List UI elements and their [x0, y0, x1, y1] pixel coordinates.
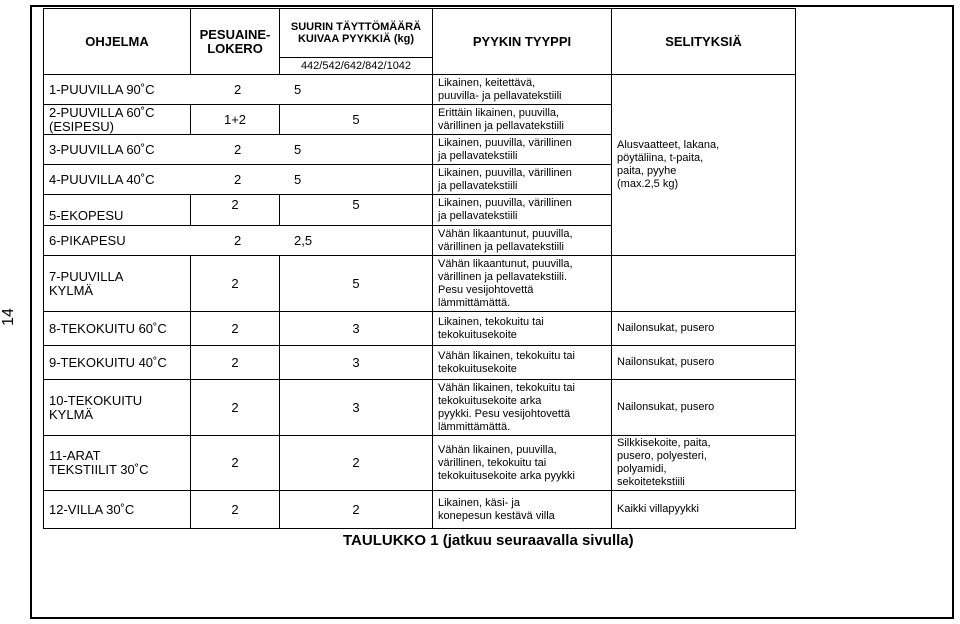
load-10: 3: [280, 380, 433, 436]
program-6: 6-PIKAPESU 2 2,5: [44, 226, 433, 256]
header-row: [44, 9, 796, 58]
load-9: 3: [280, 346, 433, 380]
program-10: 10-TEKOKUITU KYLMÄ: [44, 380, 191, 436]
header-models: 442/542/642/842/1042: [280, 58, 433, 75]
notes-cotton: Alusvaatteet, lakana, pöytäliina, t-paita, paita, pyyhe (max.2,5 kg): [612, 75, 796, 256]
notes-8: Nailonsukat, pusero: [612, 312, 796, 346]
table-caption: TAULUKKO 1 (jatkuu seuraavalla sivulla): [343, 532, 634, 549]
header-max-load: SUURIN TÄYTTÖMÄÄRÄ KUIVAA PYYKKIÄ (kg): [280, 9, 433, 58]
laundry-type-11: Vähän likainen, puuvilla, värillinen, tekokuitu tai tekokuitusekoite arka pyykki: [433, 436, 612, 491]
laundry-type-7: Vähän likaantunut, puuvilla, värillinen ja pellavatekstiili. Pesu vesijohtovettä lämmittämättä.: [433, 256, 612, 312]
notes-empty-7: [612, 256, 796, 312]
program-table: [43, 8, 796, 529]
drawer-10: 2: [191, 380, 280, 436]
laundry-type-2: Erittäin likainen, puuvilla, värillinen ja pellavatekstiili: [433, 105, 612, 135]
drawer-5: 2: [191, 195, 280, 226]
notes-9: Nailonsukat, pusero: [612, 346, 796, 380]
drawer-11: 2: [191, 436, 280, 491]
table-row: [44, 75, 796, 105]
program-5: 5-EKOPESU: [44, 195, 191, 226]
drawer-2: 1+2: [191, 105, 280, 135]
load-5: 5: [280, 195, 433, 226]
load-7: 5: [280, 256, 433, 312]
program-1: 1-PUUVILLA 90˚C 2 5: [44, 75, 433, 105]
header-laundry-type: PYYKIN TYYPPI: [433, 9, 612, 75]
laundry-type-3: Likainen, puuvilla, värillinen ja pellavatekstiili: [433, 135, 612, 165]
laundry-type-1: Likainen, keitettävä, puuvilla- ja pellavatekstiili: [433, 75, 612, 105]
load-12: 2: [280, 491, 433, 529]
program-7: 7-PUUVILLA KYLMÄ: [44, 256, 191, 312]
load-11: 2: [280, 436, 433, 491]
laundry-type-5: Likainen, puuvilla, värillinen ja pellavatekstiili: [433, 195, 612, 226]
laundry-type-8: Likainen, tekokuitu tai tekokuitusekoite: [433, 312, 612, 346]
laundry-type-12: Likainen, käsi- ja konepesun kestävä villa: [433, 491, 612, 529]
drawer-12: 2: [191, 491, 280, 529]
header-notes: SELITYKSIÄ: [612, 9, 796, 75]
program-12: 12-VILLA 30˚C: [44, 491, 191, 529]
table-row: [44, 380, 796, 436]
laundry-type-9: Vähän likainen, tekokuitu tai tekokuitusekoite: [433, 346, 612, 380]
laundry-type-6: Vähän likaantunut, puuvilla, värillinen ja pellavatekstiili: [433, 226, 612, 256]
notes-10: Nailonsukat, pusero: [612, 380, 796, 436]
notes-11: Silkkisekoite, paita, pusero, polyesteri, polyamidi, sekoitetekstiili: [612, 436, 796, 491]
drawer-9: 2: [191, 346, 280, 380]
table-row: [44, 491, 796, 529]
load-8: 3: [280, 312, 433, 346]
drawer-8: 2: [191, 312, 280, 346]
table-row: [44, 312, 796, 346]
notes-12: Kaikki villapyykki: [612, 491, 796, 529]
header-drawer: PESUAINE- LOKERO: [191, 9, 280, 75]
load-2: 5: [280, 105, 433, 135]
table-row: [44, 346, 796, 380]
laundry-type-10: Vähän likainen, tekokuitu tai tekokuitusekoite arka pyykki. Pesu vesijohtovettä lämmittämättä.: [433, 380, 612, 436]
program-8: 8-TEKOKUITU 60˚C: [44, 312, 191, 346]
laundry-type-4: Likainen, puuvilla, värillinen ja pellavatekstiili: [433, 165, 612, 195]
table-row: [44, 436, 796, 491]
program-9: 9-TEKOKUITU 40˚C: [44, 346, 191, 380]
header-program: OHJELMA: [44, 9, 191, 75]
drawer-7: 2: [191, 256, 280, 312]
program-11: 11-ARAT TEKSTIILIT 30˚C: [44, 436, 191, 491]
page-number: 14: [0, 308, 17, 326]
program-2: 2-PUUVILLA 60˚C (ESIPESU): [44, 105, 191, 135]
program-4: 4-PUUVILLA 40˚C 2 5: [44, 165, 433, 195]
table-row: [44, 256, 796, 312]
program-3: 3-PUUVILLA 60˚C 2 5: [44, 135, 433, 165]
